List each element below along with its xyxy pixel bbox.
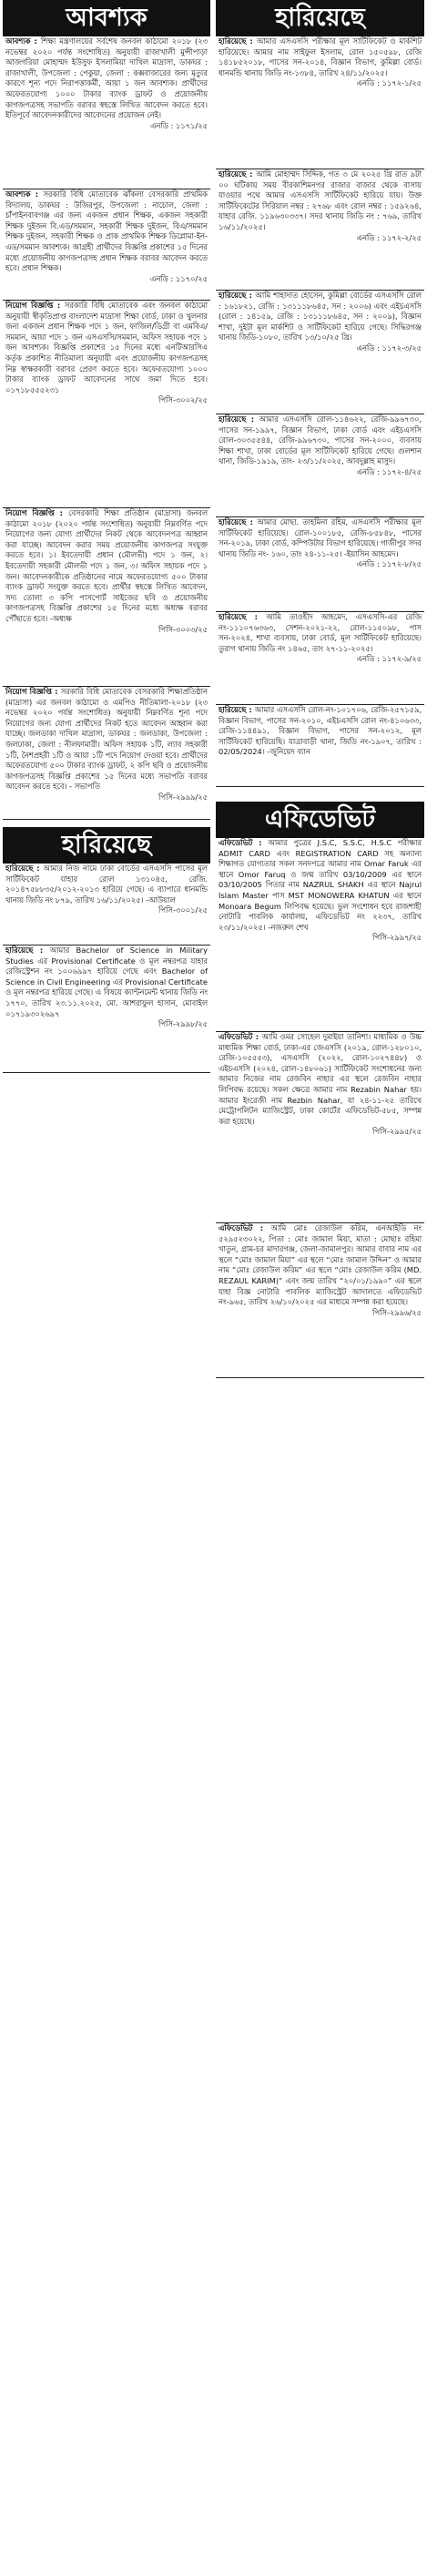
wanted-ads (3, 36, 210, 820)
classified-ad (3, 189, 210, 301)
section-header-lost: হারিয়েছে (3, 827, 210, 864)
ad-body: আমার নিজ নামে ঢাকা বোর্ডের এসএসসি পাসের মূল সার্টিফিকেট যাহার রোল ১৩১০৪৫, রেজি. ২০১৪৭৫৮৮৩৫/২০১২-২০১৩ হারিয়ে গেছে। এ ব্যাপারে ধানমন্ডি থানায় জিডি নং ৮৭৯, তারিখ ১৬/১১/২০২৫। -আউয়াল (5, 864, 208, 905)
classified-ad (216, 1223, 424, 1378)
left-column (3, 0, 210, 1073)
classified-ad (216, 1032, 424, 1223)
classified-ad (216, 517, 424, 612)
ad-body: আমি তাওহীদ আহমেদ, এসএসসি-এর রেজি নং-১১১০৭৬৩৬৩, সেশন-২০২১-২২, রোল-১১৫০৯৮, পাস সন-২০২৪, শাখা ব্যবসায়, ঢাকা বোর্ড, মূল সার্টিফিকেট হারিয়েছে। তুরাগ থানায় জিডি নং ১৪৬৫, তাং ২৭-১১-২০২৫। (219, 612, 422, 653)
ad-body: আমি মোহাম্মদ সিদ্দিক, গত ৩ মে ২০২৫ খ্রি রাত ৯টা ০০ ঘটিকায় সময় বীরকাশিমনগর রাজার বাজার থেকে বাসায় যাওয়ার পথে আমার এসএসসি সার্টিফিকেট হারিয়ে যায়। উক্ত সার্টিফিকেটের সিরিয়াল নম্বর : ২৭৬৮ এবং রোল নম্বর : ১৫৯২৬৪, যাহার রেজি. ১১৯৬৩০৩৩৭। সদর থানায় জিডি নং : ৭৬৯, তারিখ ১৬/১১/২০২৫। (219, 169, 422, 231)
ad-body: আমি ওমর সোহেল দুমাইয়া তানিশা। মাধ্যমিক ও উচ্চ মাধ্যমিক শিক্ষা বোর্ড, ঢাকা-এর জেএসসি (২০১৯, রোল-১২৮০১০, রেজি-১০৫৫৫৩), এসএসসি (২০২২, রোল-১০২৭৪৪৮) ও এইচএসসি (২০২৪, রোল-১৪৮০৬১) সার্টিফিকেট সংশোধনের জন্য আমার নিজের নাম রেজবিন নাহার এর স্থলে রেজবিন নাহার লিপিবদ্ধ রয়েছে। সকল ক্ষেত্রে আমার নাম Rezabin Nahar হয়। আমার ইংরেজী নাম Rezbin Nahar, যা ২৪-১১-২৫ তারিখে মেট্রোপলিটন ম্যাজিস্ট্রেট, ঢাকা কোর্টের এফিডেভিট-৫৮৫, সম্পন্ন করা হয়েছে। (219, 1032, 422, 1126)
classified-ad (3, 864, 210, 946)
ad-reference: এনডি : ১১৭১/২৫ (150, 120, 208, 130)
ad-body: আমি শাহাদাত হোসেন, কুমিল্লা বোর্ডের এসএসসি রোল : ১৬১৮২১, রেজি : ১৩১১১৮৬৪৫, সন : ২০০৬) এবং এইচএসসি (রোল : ১৪১৫৯, রেজি : ১৩১১১৮৬৪৫, সন : ২০০৯), বিজ্ঞান শাখা, দুইটা মূল মার্কশিট ও সার্টিফিকেট হারিয়ে গেছে। সিদ্ধিরগঞ্জ থানায় জিডি-১০৮০, তারিখ ১৩/১০/২৫ খ্রি। (219, 291, 422, 342)
ad-reference: পিসি-২৯৯৫/২৫ (372, 1127, 422, 1137)
section-header-lost: হারিয়েছে (216, 0, 424, 36)
ad-keyword: হারিয়েছে : (219, 517, 258, 526)
lost-ads-left (3, 864, 210, 1073)
ad-body: সরকারি বিধি মোতাবেক ঝাঁকলা বেসরকারি প্রাথমিক বিদ্যালয়, ডাকঘর : উজিরপুর, উপজেলা : নাচোল, জেলা : চাঁপাইনবাবগঞ্জ এর জন্য একজন প্রধান শিক্ষক, একজন সহকারী শিক্ষক দুইজন বি.এড/সমমান, সহকারী শিক্ষক দুইজন, বিএ/সমমান শিক্ষক দুইজন, সহকারী শিক্ষক ও প্রাক প্রাথমিক শিক্ষক ডিপ্লোমা-ইন-এড/সমমান আবশ্যক। আগ্রহী প্রার্থীদের বিজ্ঞপ্তি প্রকাশের ১৫ দিনের মধ্যে প্রয়োজনীয় কাগজপত্রসহ প্রধান শিক্ষক বরাবর আবেদন করতে হবে। প্রধান শিক্ষক। (5, 189, 208, 273)
section-header-wanted: আবশ্যক (3, 0, 210, 36)
ad-reference: পিসি-৩০০১/২৫ (158, 905, 208, 915)
ad-keyword: আবশ্যক : (5, 189, 44, 199)
affidavit-ads (216, 838, 424, 1378)
classified-ad (3, 687, 210, 820)
ad-body: সরকারি বিধি মোতাবেক এবং জনবল কাঠামো অনুযায়ী স্বীকৃতিপ্রাপ্ত বাংলাদেশ মাদ্রাসা শিক্ষা বোর্ড, ঢাকা ও খুলনার জন্য একজন প্রধান শিক্ষক পদে ১ জন, ফাজিল/ডিগ্রী বা এমবিএ/সমমান, আয়া পদে ১ জন এসএসসি/সমমান, অফিস সহায়ক পদে ১ জন আবশ্যক। বিজ্ঞপ্তি প্রকাশের ১৫ দিনের মধ্যে এনটিআরসিএ কর্তৃক প্রকাশিত নীতিমালা অনুযায়ী এবং প্রয়োজনীয় কাগজপত্রসহ নিম্ন স্বাক্ষরকারী বরাবর প্রেরণ করতে হবে। অফেরতযোগ্য ১০০০ টাকার ব্যাংক ড্রাফট আবেদনের সাথে জমা দিতে হবে। ০১৭১৮৫৫৫২৩১ (5, 301, 208, 394)
ad-body: আমার মোছা. তাহমিনা রহিম, এসএসসি পরীক্ষার মূল সার্টিফিকেট হারিয়েছে। রোল-১০০১৮৫, রেজি-৮৫৮৪৮, পাসের সন-২০১৯, ঢাকা বোর্ড, কম্পিউটার বিভাগ হারিয়েছে। গাজীপুর সদর থানায় জিডি নং- ১৬০, তাং ২৪-১১-২৫। -ইয়াসিন আহমেদ। (219, 517, 422, 558)
ad-keyword: নিয়োগ বিজ্ঞপ্তি : (5, 508, 69, 517)
ad-reference: এনডি : ১১৭২-৩/২৫ (356, 342, 422, 353)
ad-keyword: নিয়োগ বিজ্ঞপ্তি : (5, 301, 65, 310)
ad-keyword: আবশ্যক : (5, 36, 41, 46)
ad-body: আমার এসএসসি রোল-১১৪৬২২, রেজি-৯৯৬৭৩০, পাসের সন-১৯৯৭, বিজ্ঞান বিভাগ, ঢাকা বোর্ড এবং এইচএসসি রোল-৩০৩৫৫৪৪, রেজি-৯৯৬৭৩০, পাসের সন-২০০০, ব্যবসায় শিক্ষা শাখা, ঢাকা বোর্ডের মূল সার্টিফিকেট হারিয়ে গেছে। গুলশান থানা, জিডি-১৯১৯, তাং- ২৩/১১/২০২৫, আবদুল্লাহ মাসুদ। (219, 414, 422, 466)
ad-reference: পিসি-২৯৯৬/২৫ (372, 1307, 422, 1317)
ad-body: আমার পুত্রের J.S.C, S.S.C, H.S.C পরীক্ষার ADMIT CARD এবং REGISTRATION CARD সহ অন্যান্য শিক্ষাগত যোগ্যতার সকল সনদপত্রে আমার নাম Omar Faruk এর স্থানে Omor Faruq ও জন্ম তারিখ 03/10/2009 এর স্থানে 03/10/2005 পিতার নাম NAZRUL SHAKH এর স্থানে Najrul Islam Master পাস MST MONOWERA KHATUN এর স্থানে Monoara Begum লিপিবদ্ধ হয়েছে। ভুল সংশোধন হবে রাজশাহী নোটারি পাবলিক কার্যালয়, এফিডেভিট নং ২২৩৭, তারিখ ২৩/১১/২০২৫। -নজরুল শেখ (219, 838, 422, 932)
classified-ad (216, 612, 424, 705)
ad-reference: পিসি-২৯৯৭/২৫ (372, 933, 422, 943)
ad-reference: পিসি-২৯৯৮/২৫ (158, 1019, 208, 1029)
ad-keyword: এফিডেভিট : (219, 1223, 271, 1232)
ad-keyword: হারিয়েছে : (219, 612, 267, 621)
ad-reference: পিসি-৩০০৩/২৫ (158, 624, 208, 634)
ad-reference: এনডি : ১১৭২-৮/২৫ (356, 559, 422, 569)
lost-ads-right (216, 36, 424, 787)
classified-ad (216, 838, 424, 1032)
classified-ad (216, 414, 424, 517)
section-header-affidavit: এফিডেভিট (216, 802, 424, 838)
ad-keyword: এফিডেভিট : (219, 1032, 262, 1041)
ad-reference: পিসি-৩০০২/২৫ (158, 395, 208, 405)
ad-reference: পিসি-২৯৯৯/২৫ (158, 792, 208, 802)
ad-keyword: নিয়োগ বিজ্ঞপ্তি : (5, 687, 61, 696)
ad-keyword: হারিয়েছে : (219, 169, 257, 179)
ad-keyword: হারিয়েছে : (5, 946, 50, 955)
ad-reference: এনডি : ১১৭২-১/২৫ (356, 78, 422, 88)
ad-body: আমি মোঃ রেজাউল করিম, এনআইডি নং ৫২৯৫২৩০২২, পিতা : মোঃ জামাল মিয়া, মাতা : মোছাঃ রহিমা খাতুন, গ্রাম-চর মাদারগঞ্জ, জেলা-জামালপুর। আমার বাবার নাম এর স্থলে “মোঃ জামাল মিয়া” এর স্থলে “মোঃ জামাল উদ্দিন” ও আমার নাম “মোঃ রেজাউল করিম” এর স্থলে “মোঃ রেজাউল করিম (MD. REZAUL KARIM)” এবং জন্ম তারিখ “২০/০১/১৯৯০” এর স্থলে যাহা বিজ্ঞ নোটারি পাবলিক ম্যাজিস্ট্রেট আদালতে এফিডেভিট নং-৯৬৫, তারিখ ২৬/১০/২০২৫ এর মাধ্যমে সম্পন্ন করা হয়েছে। (219, 1223, 422, 1307)
ad-reference: এনডি : ১১৭২-২/২৫ (356, 232, 422, 242)
classified-ad (216, 705, 424, 787)
ad-keyword: হারিয়েছে : (219, 414, 259, 424)
ad-body: আমার এসএসসি পরীক্ষার মূল সার্টিফিকেট ও মার্কশিট হারিয়েছে। আমার নাম সাইফুল ইসলাম, রোল ১৫০৫৯৮, রেজি ১৪১৮৫২০১৮, পাসের সন-২০১৪, বিজ্ঞান বিভাগ, কুমিল্লা বোর্ড। ধানমন্ডি থানায় জিডি নং-১৩৮৪, তারিখ ২৪/১১/২০২৫। (219, 36, 422, 77)
classified-ad (216, 36, 424, 169)
ad-keyword: এফিডেভিট : (219, 838, 269, 847)
classified-ad (3, 508, 210, 687)
ad-keyword: হারিয়েছে : (219, 36, 257, 46)
ad-reference: এনডি : ১১৭২-৪/২৫ (356, 466, 422, 476)
ad-body: সরকারি বিধি মোতাবেক বেসরকারি শিক্ষাপ্রতিষ্ঠান (মাদ্রাসা) এর জনবল কাঠামো ও এমপিও নীতিমালা-২০১৮ (২৩ নভেম্বর ২০২০ পর্যন্ত সংশোধিত) অনুযায়ী নিম্নবর্ণিত শূন্য পদে নিয়োগের জন্য যোগ্য প্রার্থীদের নিকট হতে আবেদন আহ্বান করা যাচ্ছে। জলডাকা দাখিল মাদ্রাসা, ডাকঘর : জলডাকা, উপজেলা : জলঢাকা, জেলা : নীলফামারী। অফিস সহায়ক ১টি, ল্যাব সহকারী ১টি, নৈশপ্রহরী ১টি ও আয়া ১টি পদে নিয়োগ দেওয়া হবে। প্রার্থীদের অফেরতযোগ্য ৫০০ টাকার ব্যাংক ড্রাফট, ২ কপি ছবি ও প্রয়োজনীয় কাগজপত্রসহ বিজ্ঞপ্তি প্রকাশের ১৫ দিনের মধ্যে সভাপতি বরাবর আবেদন করতে হবে। - সভাপতি (5, 687, 208, 792)
classified-ad (3, 36, 210, 189)
right-column (216, 0, 424, 1378)
classified-ad (216, 291, 424, 414)
ad-body: আমার Bachelor of Science in Military Studies এর Provisional Certificate ও মূল নম্বরপত্র যাহার রেজিস্ট্রেশন নং ১০০৬৯৯৭ হারিয়ে গেছে এবং Bachelor of Science in Civil Engineering এর Provisional Certificate ও মূল নম্বরপত্র হারিয়ে গেছে। এ বিষয়ে ক্যান্টনমেন্ট থানায় জিডি নং ১৭৭০, তারিখ ২৩.১১.২০২৫, মো. আশরাফুল হাসান, মোবাইল ০১৭১৯৩০২৬৯৭ (5, 946, 208, 1018)
ad-keyword: হারিয়েছে : (219, 705, 255, 714)
ad-body: বেসরকারি শিক্ষা প্রতিষ্ঠান (মাদ্রাসা) জনবল কাঠামো ২০১৮ (২০২০ পর্যন্ত সংশোধিত) অনুযায়ী নিম্নবর্ণিত পদে নিয়োগের জন্য যোগ্য প্রার্থীদের নিকট থেকে আবেদনপত্র আহ্বান করা যাচ্ছে। আবেদন করার সময় প্রয়োজনীয় কাগজপত্র সংযুক্ত করতে হবে। ১। ইবতেদায়ী প্রধান (মৌলভী) পদে ১ জন, ২। ইবতেদায়ী সহকারী মৌলভী পদে ১ জন, ৩। অফিস সহায়ক পদে ১ জন। আবেদনকারীকে প্রতিষ্ঠানের নামে অফেরতযোগ্য ৫০০ টাকার ব্যাংক ড্রাফট সংযুক্ত করতে হবে। প্রার্থীর স্বহস্তে লিখিত আবেদন, সদ্য তোলা ৩ কপি পাসপোর্ট সাইজের ছবি ও প্রয়োজনীয় কাগজপত্রসহ বিজ্ঞপ্তি প্রকাশের ১৫ দিনের মধ্যে অধ্যক্ষ বরাবর পৌঁছাতে হবে। -অধ্যক্ষ (5, 508, 208, 623)
ad-body: আমার এসএসসি রোল-নং-১০১৭০৬, রেজি-২৫৭১৫৯, বিজ্ঞান বিভাগ, পাসের সন-২০১০, এইচএসসি রোল নং-৪১০৬৩৩, রেজি-১১৪৪৯১, বিজ্ঞান বিভাগ, পাসের সন-২০১২, মূল সার্টিফিকেট হারিয়েছি। যাত্রাবাড়ী থানা, জিডি নং-১৯০৭, তারিখ : 02/05/2024। -জুনিয়েদ ব্যান (219, 705, 422, 757)
ad-keyword: হারিয়েছে : (219, 291, 256, 300)
classified-ad (3, 946, 210, 1073)
classified-ad (216, 169, 424, 291)
ad-body: শিক্ষা মন্ত্রণালয়ের সর্বশেষ জনবল কাঠামো ২০১৮ (২৩ নভেম্বর ২০২০ পর্যন্ত সংশোধিত) অনুযায়ী রাজাখালী মুন্সীপাড়া আজগরিয়া মোহাম্মদ ইউসুফ ইসলামিয়া দাখিল মাদ্রাসা, ডাকঘর : রাজাখালী, উপজেলা : পেকুয়া, জেলা : কক্সবাজারের জন্য মৃত্যুর কারণে শূন্য পদে নিরাপত্তাকর্মী, আয়া ১ জন আবশ্যক। প্রার্থীদের অফেরতযোগ্য ১০০০ টাকার ব্যাংক ড্রাফট ও প্রয়োজনীয় কাগজপত্রসহ সভাপতি বরাবর স্বহস্তে লিখিত আবেদন করতে হবে। ইতিপূর্বে আবেদনকারীদের আবেদনের প্রয়োজন নেই। (5, 36, 208, 120)
ad-reference: এনডি : ১১৭২-৯/২৫ (356, 654, 422, 664)
ad-reference: এনডি : ১১৭০/২৫ (150, 273, 208, 283)
classified-ad (3, 301, 210, 508)
ad-keyword: হারিয়েছে : (5, 864, 44, 873)
